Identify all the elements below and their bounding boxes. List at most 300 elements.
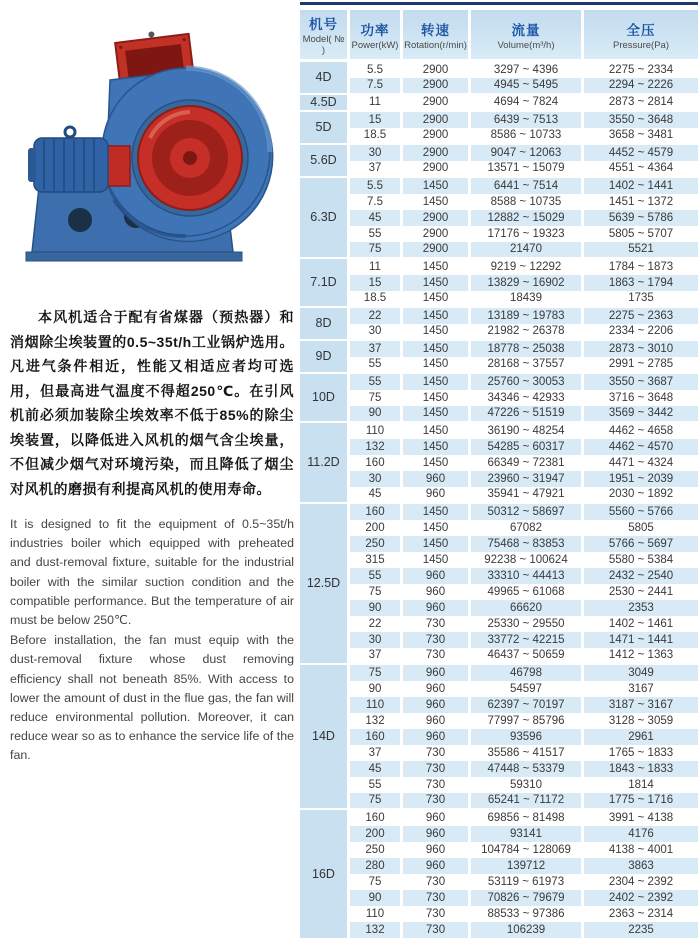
rotation-cell: 730 (403, 632, 471, 648)
pressure-cell: 2030 ~ 1892 (584, 487, 698, 504)
table-row (300, 439, 698, 455)
pressure-cell: 2334 ~ 2206 (584, 324, 698, 341)
table-row (300, 681, 698, 697)
table-row (300, 504, 698, 520)
power-cell: 37 (350, 745, 403, 761)
pressure-cell: 4138 ~ 4001 (584, 842, 698, 858)
power-cell: 75 (350, 584, 403, 600)
rotation-cell: 730 (403, 906, 471, 922)
pressure-cell: 3128 ~ 3059 (584, 713, 698, 729)
table-row (300, 341, 698, 357)
table-row (300, 697, 698, 713)
power-cell: 30 (350, 471, 403, 487)
table-row (300, 793, 698, 810)
col-header-model (300, 10, 350, 62)
power-cell: 37 (350, 161, 403, 178)
pressure-cell: 1863 ~ 1794 (584, 275, 698, 291)
volume-cell: 50312 ~ 58697 (471, 504, 584, 520)
power-cell: 37 (350, 341, 403, 357)
table-row (300, 128, 698, 145)
volume-cell: 23960 ~ 31947 (471, 471, 584, 487)
pressure-cell: 2961 (584, 729, 698, 745)
left-panel (10, 14, 294, 766)
rotation-cell: 2900 (403, 210, 471, 226)
pressure-cell: 1471 ~ 1441 (584, 632, 698, 648)
power-cell: 37 (350, 648, 403, 665)
pressure-cell: 1402 ~ 1441 (584, 178, 698, 194)
power-cell: 200 (350, 520, 403, 536)
table-row (300, 308, 698, 324)
rotation-cell: 960 (403, 826, 471, 842)
volume-cell: 17176 ~ 19323 (471, 226, 584, 242)
pressure-cell: 3658 ~ 3481 (584, 128, 698, 145)
model-cell: 4.5D (300, 95, 350, 112)
rotation-cell: 730 (403, 761, 471, 777)
volume-cell: 35586 ~ 41517 (471, 745, 584, 761)
volume-cell: 18439 (471, 291, 584, 308)
rotation-cell: 730 (403, 616, 471, 632)
volume-cell: 12882 ~ 15029 (471, 210, 584, 226)
volume-cell: 34346 ~ 42933 (471, 390, 584, 406)
power-cell: 160 (350, 729, 403, 745)
rotation-cell: 960 (403, 665, 471, 681)
table-row (300, 520, 698, 536)
power-cell: 160 (350, 455, 403, 471)
rotation-cell: 1450 (403, 178, 471, 194)
rotation-cell: 1450 (403, 308, 471, 324)
col-header-pressure (584, 10, 698, 62)
volume-cell: 62397 ~ 70197 (471, 697, 584, 713)
volume-cell: 4694 ~ 7824 (471, 95, 584, 112)
pressure-cell: 2873 ~ 2814 (584, 95, 698, 112)
col-header-rotation (403, 10, 471, 62)
model-cell: 12.5D (300, 504, 350, 665)
table-row (300, 112, 698, 128)
fan-inlet (132, 100, 248, 216)
rotation-cell: 1450 (403, 194, 471, 210)
pressure-cell: 5805 (584, 520, 698, 536)
table-row (300, 616, 698, 632)
table-row (300, 455, 698, 471)
power-cell: 22 (350, 308, 403, 324)
table-row (300, 906, 698, 922)
col-header-power-en: Power(kW) (351, 39, 399, 51)
power-cell: 55 (350, 568, 403, 584)
rotation-cell: 960 (403, 471, 471, 487)
col-header-volume-en: Volume(m³/h) (497, 39, 555, 51)
volume-cell: 104784 ~ 128069 (471, 842, 584, 858)
table-row (300, 745, 698, 761)
rotation-cell: 2900 (403, 78, 471, 95)
col-header-volume (471, 10, 584, 62)
volume-cell: 139712 (471, 858, 584, 874)
table-row (300, 632, 698, 648)
pressure-cell: 5766 ~ 5697 (584, 536, 698, 552)
table-row (300, 584, 698, 600)
rotation-cell: 1450 (403, 324, 471, 341)
en-paragraph-1: It is designed to fit the equipment of 0.5~35t/h industries boiler which equipped with preheated and dust-removal fixture, suitable for the industrial boiler with the similar suction condition and the compatible performance. But the temperature of air must be below 250℃. (10, 517, 294, 628)
rotation-cell: 1450 (403, 439, 471, 455)
table-row (300, 922, 698, 938)
table-row (300, 777, 698, 793)
table-row (300, 536, 698, 552)
rotation-cell: 1450 (403, 390, 471, 406)
table-row (300, 226, 698, 242)
power-cell: 7.5 (350, 78, 403, 95)
volume-cell: 18778 ~ 25038 (471, 341, 584, 357)
rotation-cell: 960 (403, 810, 471, 826)
model-cell: 5D (300, 112, 350, 145)
power-cell: 30 (350, 324, 403, 341)
pressure-cell: 1814 (584, 777, 698, 793)
table-row (300, 374, 698, 390)
table-row (300, 357, 698, 374)
power-cell: 5.5 (350, 178, 403, 194)
table-row (300, 95, 698, 112)
rotation-cell: 2900 (403, 242, 471, 259)
rotation-cell: 1450 (403, 374, 471, 390)
pressure-cell: 3550 ~ 3687 (584, 374, 698, 390)
rotation-cell: 2900 (403, 226, 471, 242)
pressure-cell: 5521 (584, 242, 698, 259)
volume-cell: 47448 ~ 53379 (471, 761, 584, 777)
pressure-cell: 5580 ~ 5384 (584, 552, 698, 568)
table-row (300, 729, 698, 745)
rotation-cell: 1450 (403, 341, 471, 357)
table-row (300, 194, 698, 210)
rotation-cell: 730 (403, 793, 471, 810)
table-top-accent-bar (300, 2, 698, 5)
rotation-cell: 2900 (403, 62, 471, 78)
en-paragraph-2: Before installation, the fan must equip with the dust-removal fixture whose dust removing efficiency shall not beneath 85%. With access to lower the amount of dust in the flue gas, the fan will reduce environmental pollution. Moreover, it can reduce wear so as to enhance the service life of the fan. (10, 633, 294, 763)
table-row (300, 874, 698, 890)
table-row (300, 890, 698, 906)
rotation-cell: 960 (403, 487, 471, 504)
volume-cell: 77997 ~ 85796 (471, 713, 584, 729)
volume-cell: 9047 ~ 12063 (471, 145, 584, 161)
rotation-cell: 730 (403, 745, 471, 761)
power-cell: 45 (350, 210, 403, 226)
table-row (300, 291, 698, 308)
table-row (300, 390, 698, 406)
col-header-rotation-en: Rotation(r/min) (404, 39, 467, 51)
pressure-cell: 1402 ~ 1461 (584, 616, 698, 632)
rotation-cell: 960 (403, 681, 471, 697)
power-cell: 90 (350, 406, 403, 423)
model-cell: 14D (300, 665, 350, 810)
power-cell: 7.5 (350, 194, 403, 210)
table-row (300, 275, 698, 291)
pressure-cell: 1775 ~ 1716 (584, 793, 698, 810)
model-cell: 8D (300, 308, 350, 341)
model-cell: 7.1D (300, 259, 350, 308)
pressure-cell: 3716 ~ 3648 (584, 390, 698, 406)
power-cell: 75 (350, 874, 403, 890)
rotation-cell: 1450 (403, 423, 471, 439)
volume-cell: 36190 ~ 48254 (471, 423, 584, 439)
table-row (300, 242, 698, 259)
rotation-cell: 730 (403, 890, 471, 906)
table-row (300, 487, 698, 504)
power-cell: 30 (350, 632, 403, 648)
col-header-pressure-en: Pressure(Pa) (613, 39, 669, 51)
pressure-cell: 1843 ~ 1833 (584, 761, 698, 777)
pressure-cell: 2275 ~ 2363 (584, 308, 698, 324)
power-cell: 45 (350, 761, 403, 777)
volume-cell: 33772 ~ 42215 (471, 632, 584, 648)
pressure-cell: 4551 ~ 4364 (584, 161, 698, 178)
rotation-cell: 2900 (403, 95, 471, 112)
table-row (300, 423, 698, 439)
power-cell: 110 (350, 697, 403, 713)
pressure-cell: 2235 (584, 922, 698, 938)
pressure-cell: 1951 ~ 2039 (584, 471, 698, 487)
table-row (300, 761, 698, 777)
spec-table-panel (300, 2, 698, 938)
volume-cell: 69856 ~ 81498 (471, 810, 584, 826)
model-cell: 6.3D (300, 178, 350, 259)
table-row (300, 210, 698, 226)
power-cell: 132 (350, 439, 403, 455)
rotation-cell: 730 (403, 777, 471, 793)
table-row (300, 826, 698, 842)
volume-cell: 93141 (471, 826, 584, 842)
pressure-cell: 5805 ~ 5707 (584, 226, 698, 242)
table-row (300, 810, 698, 826)
table-row (300, 471, 698, 487)
spec-table (300, 10, 698, 938)
rotation-cell: 960 (403, 584, 471, 600)
rotation-cell: 1450 (403, 520, 471, 536)
power-cell: 55 (350, 777, 403, 793)
pressure-cell: 3550 ~ 3648 (584, 112, 698, 128)
pressure-cell: 2432 ~ 2540 (584, 568, 698, 584)
rotation-cell: 1450 (403, 275, 471, 291)
volume-cell: 13829 ~ 16902 (471, 275, 584, 291)
volume-cell: 67082 (471, 520, 584, 536)
table-row (300, 161, 698, 178)
volume-cell: 3297 ~ 4396 (471, 62, 584, 78)
volume-cell: 13189 ~ 19783 (471, 308, 584, 324)
volume-cell: 21470 (471, 242, 584, 259)
table-row (300, 259, 698, 275)
rotation-cell: 1450 (403, 455, 471, 471)
volume-cell: 25330 ~ 29550 (471, 616, 584, 632)
rotation-cell: 960 (403, 713, 471, 729)
volume-cell: 49965 ~ 61068 (471, 584, 584, 600)
pressure-cell: 1765 ~ 1833 (584, 745, 698, 761)
col-header-power-cn: 功率 (360, 22, 390, 38)
table-row (300, 600, 698, 616)
fan-product-image (18, 20, 280, 278)
table-row (300, 648, 698, 665)
rotation-cell: 1450 (403, 259, 471, 275)
pressure-cell: 4471 ~ 4324 (584, 455, 698, 471)
volume-cell: 28168 ~ 37557 (471, 357, 584, 374)
volume-cell: 35941 ~ 47921 (471, 487, 584, 504)
power-cell: 11 (350, 259, 403, 275)
pressure-cell: 2873 ~ 3010 (584, 341, 698, 357)
volume-cell: 65241 ~ 71172 (471, 793, 584, 810)
col-header-volume-cn: 流量 (511, 22, 541, 38)
power-cell: 90 (350, 681, 403, 697)
table-row (300, 842, 698, 858)
volume-cell: 54285 ~ 60317 (471, 439, 584, 455)
pressure-cell: 2991 ~ 2785 (584, 357, 698, 374)
volume-cell: 9219 ~ 12292 (471, 259, 584, 275)
rotation-cell: 1450 (403, 291, 471, 308)
power-cell: 30 (350, 145, 403, 161)
rotation-cell: 1450 (403, 552, 471, 568)
rotation-cell: 2900 (403, 112, 471, 128)
pressure-cell: 3049 (584, 665, 698, 681)
pressure-cell: 4462 ~ 4658 (584, 423, 698, 439)
volume-cell: 21982 ~ 26378 (471, 324, 584, 341)
volume-cell: 8588 ~ 10735 (471, 194, 584, 210)
rotation-cell: 730 (403, 922, 471, 938)
power-cell: 55 (350, 357, 403, 374)
volume-cell: 93596 (471, 729, 584, 745)
power-cell: 110 (350, 423, 403, 439)
pressure-cell: 4462 ~ 4570 (584, 439, 698, 455)
pressure-cell: 4452 ~ 4579 (584, 145, 698, 161)
power-cell: 160 (350, 504, 403, 520)
pressure-cell: 5639 ~ 5786 (584, 210, 698, 226)
volume-cell: 54597 (471, 681, 584, 697)
col-header-pressure-cn: 全压 (626, 22, 656, 38)
rotation-cell: 960 (403, 568, 471, 584)
model-cell: 10D (300, 374, 350, 423)
en-description (10, 515, 294, 766)
volume-cell: 92238 ~ 100624 (471, 552, 584, 568)
col-header-power (350, 10, 403, 62)
power-cell: 315 (350, 552, 403, 568)
rotation-cell: 730 (403, 874, 471, 890)
col-header-model-en: Model( № ) (302, 34, 345, 56)
power-cell: 55 (350, 374, 403, 390)
pressure-cell: 3991 ~ 4138 (584, 810, 698, 826)
power-cell: 15 (350, 275, 403, 291)
table-row (300, 145, 698, 161)
power-cell: 11 (350, 95, 403, 112)
pressure-cell: 3167 (584, 681, 698, 697)
rotation-cell: 960 (403, 842, 471, 858)
volume-cell: 33310 ~ 44413 (471, 568, 584, 584)
pressure-cell: 2353 (584, 600, 698, 616)
power-cell: 75 (350, 242, 403, 259)
table-row (300, 324, 698, 341)
pressure-cell: 1412 ~ 1363 (584, 648, 698, 665)
pressure-cell: 3863 (584, 858, 698, 874)
volume-cell: 70826 ~ 79679 (471, 890, 584, 906)
power-cell: 90 (350, 890, 403, 906)
rotation-cell: 960 (403, 729, 471, 745)
table-header-row (300, 10, 698, 62)
spec-table-body (300, 62, 698, 938)
volume-cell: 66349 ~ 72381 (471, 455, 584, 471)
pressure-cell: 3569 ~ 3442 (584, 406, 698, 423)
cn-description: 本风机适合于配有省煤器（预热器）和消烟除尘埃装置的0.5~35t/h工业锅炉选用。凡进气条件相近，性能又相适应者均可选用，但最高进气温度不得超250℃。在引风机前必须加装除尘埃效率不低于85%的除尘埃装置，以降低进入风机的烟气含尘埃量，不但减少烟气对环境污染，而且降低了烟尘对风机的磨损有利提高风机的使用寿命。 (10, 309, 294, 497)
power-cell: 5.5 (350, 62, 403, 78)
pressure-cell: 5560 ~ 5766 (584, 504, 698, 520)
pressure-cell: 2530 ~ 2441 (584, 584, 698, 600)
table-row (300, 858, 698, 874)
power-cell: 90 (350, 600, 403, 616)
power-cell: 250 (350, 842, 403, 858)
table-row (300, 552, 698, 568)
rotation-cell: 2900 (403, 145, 471, 161)
pressure-cell: 3187 ~ 3167 (584, 697, 698, 713)
rotation-cell: 1450 (403, 504, 471, 520)
table-row (300, 713, 698, 729)
rotation-cell: 960 (403, 600, 471, 616)
table-row (300, 62, 698, 78)
volume-cell: 6439 ~ 7513 (471, 112, 584, 128)
volume-cell: 6441 ~ 7514 (471, 178, 584, 194)
model-cell: 11.2D (300, 423, 350, 504)
pressure-cell: 1735 (584, 291, 698, 308)
power-cell: 280 (350, 858, 403, 874)
pressure-cell: 2363 ~ 2314 (584, 906, 698, 922)
power-cell: 160 (350, 810, 403, 826)
power-cell: 75 (350, 793, 403, 810)
power-cell: 75 (350, 390, 403, 406)
power-cell: 22 (350, 616, 403, 632)
rotation-cell: 960 (403, 697, 471, 713)
volume-cell: 25760 ~ 30053 (471, 374, 584, 390)
power-cell: 15 (350, 112, 403, 128)
volume-cell: 59310 (471, 777, 584, 793)
power-cell: 250 (350, 536, 403, 552)
volume-cell: 53119 ~ 61973 (471, 874, 584, 890)
model-cell: 16D (300, 810, 350, 938)
power-cell: 200 (350, 826, 403, 842)
model-cell: 4D (300, 62, 350, 95)
power-cell: 45 (350, 487, 403, 504)
rotation-cell: 2900 (403, 128, 471, 145)
pressure-cell: 2402 ~ 2392 (584, 890, 698, 906)
power-cell: 55 (350, 226, 403, 242)
volume-cell: 75468 ~ 83853 (471, 536, 584, 552)
volume-cell: 13571 ~ 15079 (471, 161, 584, 178)
table-row (300, 178, 698, 194)
power-cell: 110 (350, 906, 403, 922)
pressure-cell: 1451 ~ 1372 (584, 194, 698, 210)
volume-cell: 106239 (471, 922, 584, 938)
rotation-cell: 2900 (403, 161, 471, 178)
pressure-cell: 2275 ~ 2334 (584, 62, 698, 78)
power-cell: 132 (350, 922, 403, 938)
rotation-cell: 1450 (403, 406, 471, 423)
volume-cell: 47226 ~ 51519 (471, 406, 584, 423)
power-cell: 75 (350, 665, 403, 681)
rotation-cell: 960 (403, 858, 471, 874)
table-row (300, 665, 698, 681)
volume-cell: 4945 ~ 5495 (471, 78, 584, 95)
pressure-cell: 2294 ~ 2226 (584, 78, 698, 95)
pressure-cell: 4176 (584, 826, 698, 842)
rotation-cell: 1450 (403, 536, 471, 552)
power-cell: 132 (350, 713, 403, 729)
col-header-rotation-cn: 转速 (421, 22, 450, 38)
volume-cell: 88533 ~ 97386 (471, 906, 584, 922)
power-cell: 18.5 (350, 291, 403, 308)
col-header-model-cn: 机号 (309, 17, 338, 32)
model-cell: 9D (300, 341, 350, 374)
table-row (300, 78, 698, 95)
table-row (300, 568, 698, 584)
pressure-cell: 2304 ~ 2392 (584, 874, 698, 890)
